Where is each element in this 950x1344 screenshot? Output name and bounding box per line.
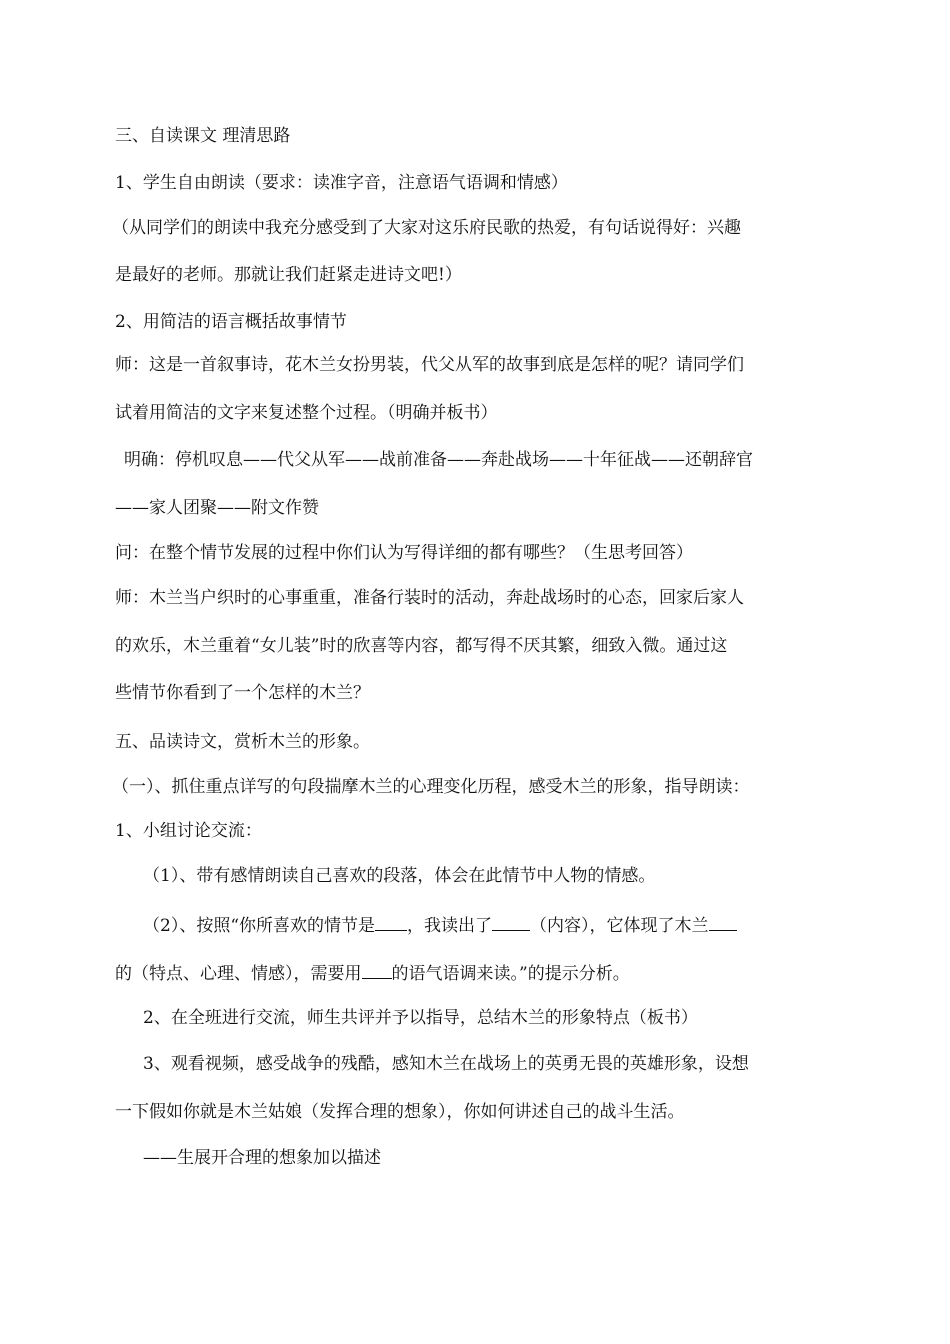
paragraph-line: 是最好的老师。那就让我们赶紧走进诗文吧!）: [115, 265, 462, 285]
fill-blank: [709, 914, 737, 931]
subsection-heading: （一）、抓住重点详写的句段揣摩木兰的心理变化历程，感受木兰的形象，指导朗读：: [112, 777, 750, 797]
sub-item-2: （2）、按照“你所喜欢的情节是 ，我读出了 （内容），它体现了木兰: [143, 914, 737, 937]
paragraph-line: （从同学们的朗读中我充分感受到了大家对这乐府民歌的热爱，有句话说得好：兴趣: [112, 218, 741, 238]
item-2-summary: 2、用简洁的语言概括故事情节: [115, 312, 347, 332]
paragraph-line: ——生展开合理的想象加以描述: [143, 1148, 381, 1168]
item-1-reading: 1、学生自由朗读（要求：读准字音，注意语气语调和情感）: [115, 173, 568, 193]
sub-item-1: （1）、带有感情朗读自己喜欢的段落，体会在此情节中人物的情感。: [143, 866, 656, 886]
paragraph-line: 明确：停机叹息——代父从军——战前准备——奔赴战场——十年征战——还朝辞官: [124, 450, 753, 470]
item-2-class-exchange: 2、在全班进行交流，师生共评并予以指导，总结木兰的形象特点（板书）: [143, 1008, 698, 1028]
paragraph-line: 一下假如你就是木兰姑娘（发挥合理的想象），你如何讲述自己的战斗生活。: [115, 1102, 685, 1122]
fill-blank: [362, 962, 392, 979]
paragraph-line: 师：木兰当户织时的心事重重，准备行装时的活动，奔赴战场时的心态，回家后家人: [115, 588, 744, 608]
paragraph-line: 问：在整个情节发展的过程中你们认为写得详细的都有哪些？（生思考回答）: [115, 543, 693, 563]
paragraph-line: 师：这是一首叙事诗，花木兰女扮男装，代父从军的故事到底是怎样的呢？请同学们: [115, 355, 744, 375]
section-heading-5: 五、品读诗文，赏析木兰的形象。: [115, 732, 370, 752]
paragraph-line: 试着用简洁的文字来复述整个过程。（明确并板书）: [115, 403, 498, 423]
paragraph-line: 些情节你看到了一个怎样的木兰？: [115, 683, 370, 703]
paragraph-line: 的（特点、心理、情感），需要用 的语气语调来读。”的提示分析。: [115, 964, 630, 984]
item-1-discussion: 1、小组讨论交流：: [115, 821, 262, 841]
item-3-video: 3、观看视频，感受战争的残酷，感知木兰在战场上的英勇无畏的英雄形象，设想: [143, 1054, 749, 1074]
paragraph-line: 的欢乐，木兰重着“女儿装”时的欣喜等内容，都写得不厌其繁，细致入微。通过这: [115, 636, 728, 656]
fill-blank: [375, 914, 407, 931]
paragraph-line: ——家人团聚——附文作赞: [115, 498, 319, 518]
section-heading-3: 三、自读课文 理清思路: [115, 126, 291, 146]
fill-blank: [492, 914, 530, 931]
